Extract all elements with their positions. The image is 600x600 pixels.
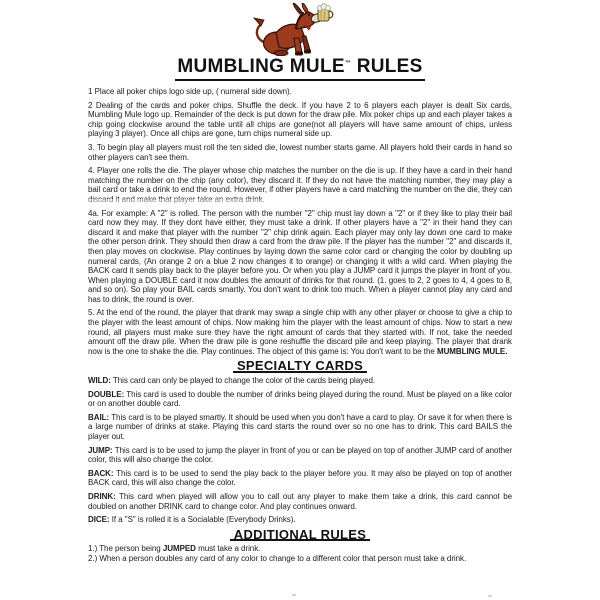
specialty-item-drink bbox=[88, 492, 512, 511]
rule-paragraph-5 bbox=[88, 308, 512, 356]
logo-area bbox=[0, 0, 600, 56]
rule-text-bold: MUMBLING MULE. bbox=[436, 346, 508, 356]
card-label: DRINK: bbox=[88, 491, 116, 501]
rule-text: must take a drink. bbox=[195, 544, 261, 554]
rules-body bbox=[88, 87, 512, 564]
rule-paragraph-4 bbox=[88, 166, 512, 204]
rule-text: 1 Place all poker chips logo side up, ( numeral side down). bbox=[88, 87, 292, 96]
mumbling-mule-logo-icon bbox=[250, 3, 350, 56]
card-label: JUMP: bbox=[88, 445, 113, 455]
rule-text: 4. Player one rolls the die. The player whose chip matches the number on the die is up. If they have a card in their hand matching the number on the chip (any color), they discard it. If they do not have the matching number, they may play a bail card or take a drink to end the round. However, if other players have a card matching the number on the die, they can discard it and make that player take an extra drink. bbox=[88, 166, 512, 204]
card-label: BAIL: bbox=[88, 412, 110, 422]
rule-text: 2 Dealing of the cards and poker chips. Shuffle the deck. If you have 2 to 6 players each player is dealt Six cards, Mumbling Mule logo up. Remainder of the deck is put down for the draw pile. Mix poker chips up and each player takes a chip going clockwise around the table until all chips are gone(not all players will have same amount of chips, unless playing 3 player). Once all chips are gone, turn chips numeral side up. bbox=[88, 100, 512, 139]
rule-text-bold: JUMPED bbox=[162, 544, 196, 554]
page-title-main: MUMBLING MULE bbox=[177, 56, 345, 77]
card-text: This card is to be used to send the play back to the player before you. It may also be played on top of another BACK card, this will also change the color. bbox=[88, 468, 512, 488]
specialty-cards-heading: SPECIALTY CARDS bbox=[233, 361, 367, 373]
page-title bbox=[175, 56, 424, 81]
rule-paragraph-2 bbox=[88, 101, 512, 139]
specialty-item-wild bbox=[88, 376, 512, 386]
scan-artifact-speck bbox=[292, 594, 296, 596]
additional-rule-2 bbox=[88, 554, 512, 564]
rule-paragraph-3 bbox=[88, 143, 512, 162]
specialty-item-double bbox=[88, 390, 512, 409]
rule-text: 4a. For example: A "2" is rolled. The person with the number "2" chip must lay down a "2" or if they like to play their bail card now they may. If they dont have either, they must take a drink. If other players have a "2" in their hand they can discard it and make that player with the number "2" chip drink again. Each player may only lay down one card to make the other person drink. They should then draw a card from the draw pile. If the player has the number "2" and discards it, then play moves on clockwise. Play continues by laying down the same color card or changing the color by doubling up numeral cards, (An orange 2 on a blue 2 now changes it to orange) or changing it with a wild card. When playing the BACK card it sends play back to the player before you. Or when you play a JUMP card it jumps the player in front of you. When playing a DOUBLE card it now doubles the amount of drinks for that round. (1. goes to 2, 2 goes to 4, 4 goes to 8, and so on). So play your BAIL cards smartly. You don't want to drink too much. When a player cannot play any card and has to drink, the round is over. bbox=[88, 208, 512, 304]
page-title-suffix: RULES bbox=[351, 56, 423, 77]
card-text: If a "S" is rolled it is a Socialable (Everybody Drinks). bbox=[111, 515, 296, 525]
rule-paragraph-4a bbox=[88, 209, 512, 305]
trademark-symbol: ™ bbox=[344, 60, 352, 67]
specialty-item-bail bbox=[88, 413, 512, 442]
rule-text: 3. To begin play all players must roll the ten sided die, lowest number starts game. All players hold their cards in hand so other players can't see them. bbox=[88, 142, 512, 162]
card-label: DOUBLE: bbox=[88, 389, 125, 399]
card-label: DICE: bbox=[88, 515, 110, 525]
specialty-item-dice bbox=[88, 515, 512, 525]
card-label: WILD: bbox=[88, 376, 111, 386]
card-text: This card is used to double the number of drinks being played during the round. Must be played on a like color or on another double card. bbox=[88, 389, 513, 409]
card-text: This card when played will allow you to call out any player to make them take a drink, this card cannot be doubled on another DRINK card to change color. And play continues onward. bbox=[88, 491, 513, 511]
card-text: This card is to be played smartly. It should be used when you don't have a card to play. Or save it for when there is a large number of drinks at stake. Playing this card starts the round over so no one has to drink. This card BAILS the player out. bbox=[88, 412, 513, 441]
rule-text: 5. At the end of the round, the player that drank may swap a single chip with any other player or choose to give a chip to the player with the least amount of chips. Now making him the player with the least amount of chips. Now to start a new round, all players must make sure they have the right amount of cards that they started with. If not, take the needed amount off the draw pile. When the draw pile is gone reshuffle the discard pile and keep playing. The player that drank now is the one to shake the die. Play continues. The object of this game is: You don't want to be the bbox=[88, 308, 512, 356]
specialty-item-back bbox=[88, 469, 512, 488]
specialty-cards-section bbox=[88, 376, 512, 525]
rule-text: 2.) When a person doubles any card of any color to change to a different color that person must take a drink. bbox=[88, 553, 467, 563]
card-text: This card is to be used to jump the player in front of you or can be played on top of another JUMP card of another color, this will also change the color. bbox=[88, 445, 512, 465]
rule-text: 1.) The person being bbox=[88, 544, 163, 554]
additional-rules-heading: ADDITIONAL RULES bbox=[230, 530, 370, 542]
rule-paragraph-1 bbox=[88, 87, 512, 97]
additional-rules-section bbox=[88, 544, 512, 563]
scan-artifact-speck bbox=[488, 595, 492, 597]
card-text: This card can only be played to change the color of the cards being played. bbox=[112, 376, 376, 386]
specialty-item-jump bbox=[88, 446, 512, 465]
card-label: BACK: bbox=[88, 468, 114, 478]
additional-rule-1 bbox=[88, 544, 512, 554]
